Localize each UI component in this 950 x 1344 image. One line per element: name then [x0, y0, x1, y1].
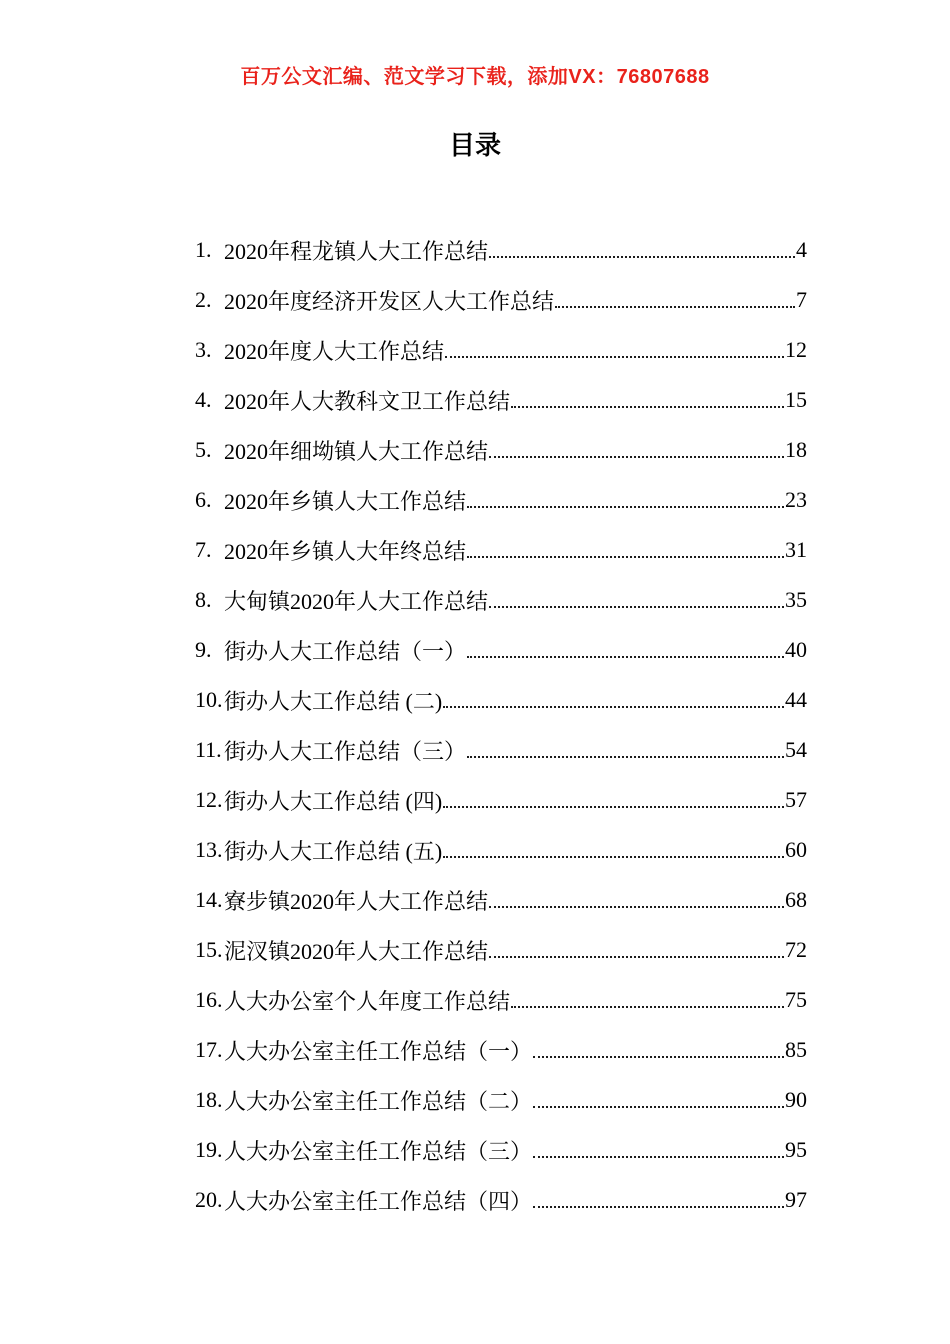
entry-page-number: 18 [785, 437, 807, 462]
entry-title: 街办人大工作总结 (二) [224, 688, 443, 714]
entry-number: 1. [195, 237, 212, 262]
entry-number: 18. [195, 1087, 223, 1112]
entry-number: 15. [195, 937, 223, 962]
entry-number: 16. [195, 987, 223, 1012]
entry-number: 4. [195, 387, 212, 412]
toc-entry[interactable] [195, 1025, 807, 1075]
page-title: 目录 [448, 130, 501, 160]
entry-page-number: 4 [796, 237, 807, 262]
entry-number: 12. [195, 787, 223, 812]
entry-number: 7. [195, 537, 212, 562]
entry-title: 大甸镇2020年人大工作总结 [224, 588, 489, 614]
entry-page-number: 54 [785, 737, 807, 762]
header-notice: 百万公文汇编、范文学习下载，添加VX：76807688 [240, 66, 710, 88]
dot-leader [443, 856, 784, 858]
dot-leader [443, 706, 784, 708]
dot-leader [511, 1006, 784, 1008]
entry-page-number: 60 [785, 837, 807, 862]
entry-number: 9. [195, 637, 212, 662]
toc-entry[interactable] [195, 625, 807, 675]
dot-leader [555, 306, 795, 308]
dot-leader [467, 656, 784, 658]
entry-number: 17. [195, 1037, 223, 1062]
dot-leader [467, 756, 784, 758]
entry-title: 街办人大工作总结（三） [224, 738, 467, 764]
entry-title: 2020年乡镇人大工作总结 [224, 488, 467, 514]
toc-entry[interactable] [195, 525, 807, 575]
entry-number: 10. [195, 687, 223, 712]
entry-title: 泥汊镇2020年人大工作总结 [224, 938, 489, 964]
entry-number: 20. [195, 1187, 223, 1212]
entry-page-number: 12 [785, 337, 807, 362]
toc-entry[interactable] [195, 275, 807, 325]
entry-page-number: 44 [785, 687, 807, 712]
dot-leader [445, 356, 784, 358]
toc-entry[interactable] [195, 675, 807, 725]
dot-leader [489, 256, 795, 258]
entry-page-number: 85 [785, 1037, 807, 1062]
dot-leader [533, 1056, 784, 1058]
entry-page-number: 35 [785, 587, 807, 612]
entry-title: 2020年人大教科文卫工作总结 [224, 388, 511, 414]
entry-page-number: 40 [785, 637, 807, 662]
entry-title: 人大办公室个人年度工作总结 [224, 988, 511, 1014]
entry-number: 11. [195, 737, 222, 762]
entry-page-number: 72 [785, 937, 807, 962]
toc-entry[interactable] [195, 1175, 807, 1225]
dot-leader [511, 406, 784, 408]
entry-title: 人大办公室主任工作总结（二） [224, 1088, 533, 1114]
entry-title: 2020年度人大工作总结 [224, 338, 445, 364]
entry-title: 寮步镇2020年人大工作总结 [224, 888, 489, 914]
entry-page-number: 15 [785, 387, 807, 412]
toc-list [195, 225, 807, 1225]
entry-number: 14. [195, 887, 223, 912]
toc-entry[interactable] [195, 825, 807, 875]
dot-leader [489, 906, 784, 908]
entry-page-number: 90 [785, 1087, 807, 1112]
toc-entry[interactable] [195, 975, 807, 1025]
entry-page-number: 31 [785, 537, 807, 562]
entry-page-number: 23 [785, 487, 807, 512]
entry-page-number: 68 [785, 887, 807, 912]
dot-leader [467, 506, 784, 508]
dot-leader [489, 956, 784, 958]
dot-leader [533, 1206, 784, 1208]
toc-entry[interactable] [195, 875, 807, 925]
toc-entry[interactable] [195, 575, 807, 625]
entry-title: 人大办公室主任工作总结（四） [224, 1188, 533, 1214]
entry-number: 5. [195, 437, 212, 462]
entry-number: 2. [195, 287, 212, 312]
entry-number: 3. [195, 337, 212, 362]
toc-entry[interactable] [195, 325, 807, 375]
entry-title: 2020年程龙镇人大工作总结 [224, 238, 489, 264]
entry-number: 13. [195, 837, 223, 862]
dot-leader [467, 556, 784, 558]
entry-page-number: 97 [785, 1187, 807, 1212]
toc-entry[interactable] [195, 475, 807, 525]
entry-title: 街办人大工作总结 (五) [224, 838, 443, 864]
toc-entry[interactable] [195, 225, 807, 275]
entry-page-number: 7 [796, 287, 807, 312]
entry-number: 8. [195, 587, 212, 612]
entry-title: 人大办公室主任工作总结（一） [224, 1038, 533, 1064]
toc-entry[interactable] [195, 375, 807, 425]
entry-title: 2020年细坳镇人大工作总结 [224, 438, 489, 464]
entry-page-number: 95 [785, 1137, 807, 1162]
toc-entry[interactable] [195, 425, 807, 475]
dot-leader [533, 1156, 784, 1158]
dot-leader [533, 1106, 784, 1108]
dot-leader [489, 456, 784, 458]
entry-title: 2020年乡镇人大年终总结 [224, 538, 467, 564]
entry-title: 街办人大工作总结 (四) [224, 788, 443, 814]
entry-number: 6. [195, 487, 212, 512]
entry-title: 人大办公室主任工作总结（三） [224, 1138, 533, 1164]
dot-leader [443, 806, 784, 808]
toc-entry[interactable] [195, 725, 807, 775]
toc-entry[interactable] [195, 775, 807, 825]
entry-title: 2020年度经济开发区人大工作总结 [224, 288, 555, 314]
entry-title: 街办人大工作总结（一） [224, 638, 467, 664]
toc-entry[interactable] [195, 1125, 807, 1175]
toc-entry[interactable] [195, 925, 807, 975]
toc-entry[interactable] [195, 1075, 807, 1125]
dot-leader [489, 606, 784, 608]
entry-page-number: 57 [785, 787, 807, 812]
entry-number: 19. [195, 1137, 223, 1162]
entry-page-number: 75 [785, 987, 807, 1012]
